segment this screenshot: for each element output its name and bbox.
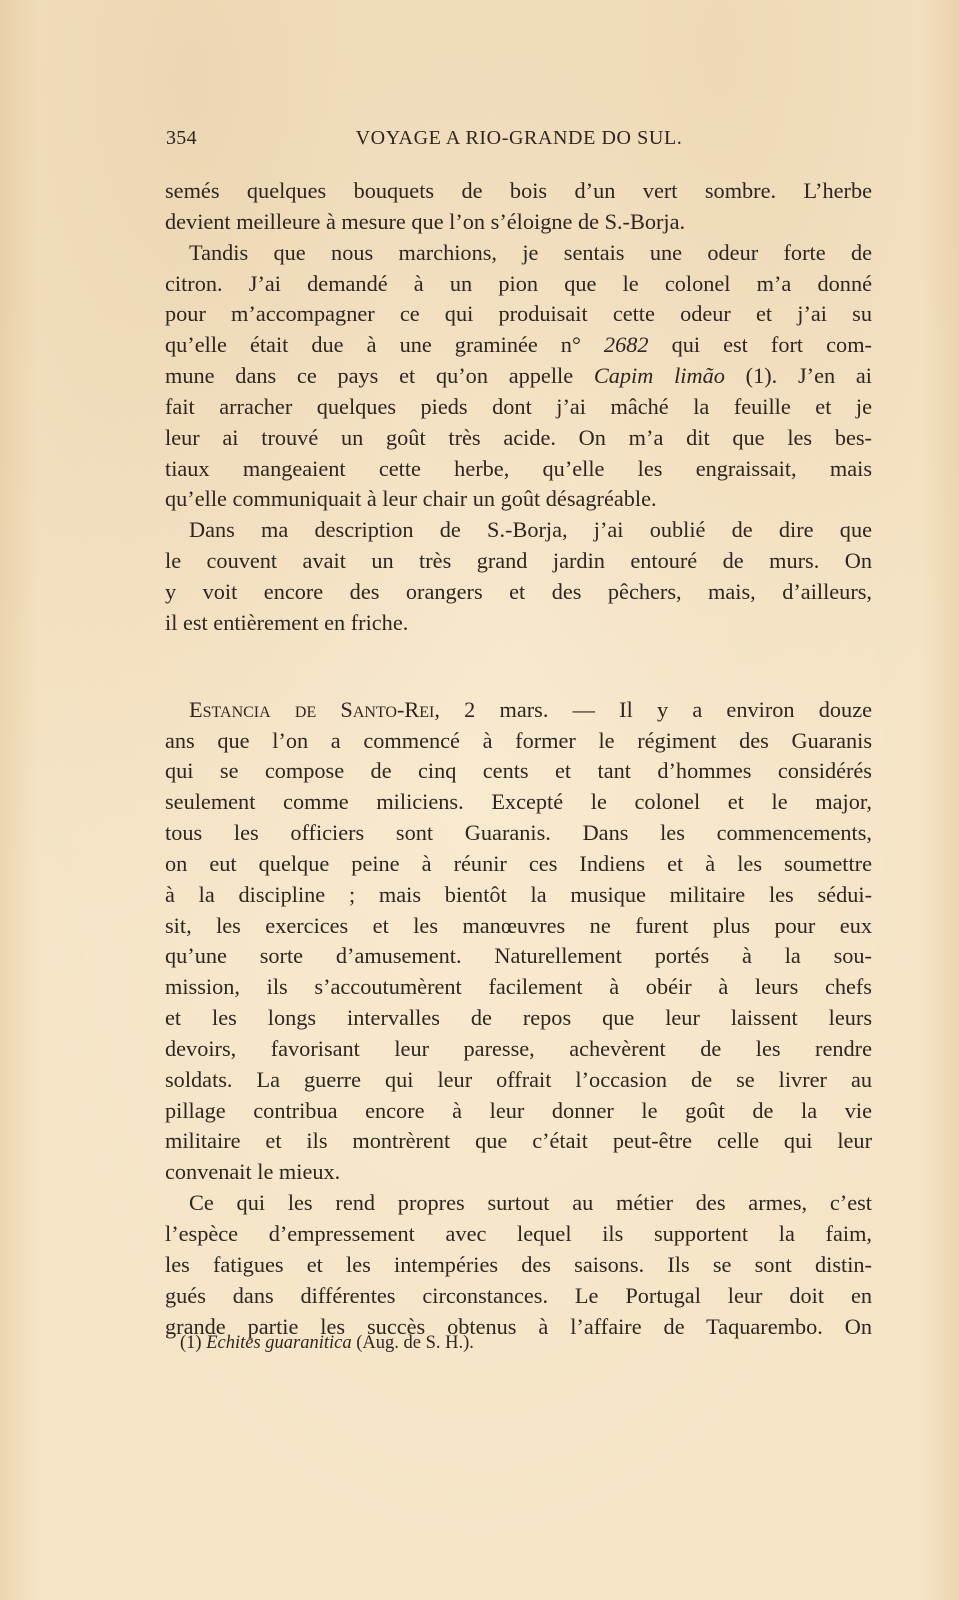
text-line: semés quelques bouquets de bois d’un vert sombre. L’herbe <box>165 178 872 203</box>
text-line: qu’une sorte d’amusement. Naturellement portés à la sou- <box>165 943 872 969</box>
plant-name: Capim limão <box>593 363 725 389</box>
text-line: tous les officiers sont Guaranis. Dans les commencements, <box>165 820 872 846</box>
text-line: à la discipline ; mais bientôt la musique militaire les sédui- <box>165 881 872 907</box>
text-fragment: qu’elle était due à une graminée n° <box>165 332 604 358</box>
text-fragment: mune dans ce pays et qu’on appelle <box>165 363 594 389</box>
text-line: convenait le mieux. <box>165 1159 341 1185</box>
text-fragment: , 2 mars. — Il y a environ douze <box>434 696 872 722</box>
text-line: pillage contribua encore à leur donner le goût de la vie <box>165 1097 872 1123</box>
text-line: fait arracher quelques pieds dont j’ai mâché la feuille et je <box>165 393 872 419</box>
text-line: citron. J’ai demandé à un pion que le colonel m’a donné <box>165 270 872 296</box>
text-line: et les longs intervalles de repos que leur laissent leurs <box>165 1005 872 1031</box>
footnote <box>180 1333 474 1354</box>
text-line: qui se compose de cinq cents et tant d’hommes considérés <box>165 758 872 784</box>
text-line: l’espèce d’empressement avec lequel ils supportent la faim, <box>165 1221 872 1246</box>
paragraph-start-line: Dans ma description de S.-Borja, j’ai oublié de dire que <box>189 517 872 543</box>
paragraph-start-line <box>165 695 872 726</box>
text-line: soldats. La guerre qui leur offrait l’occasion de se livrer au <box>165 1066 872 1092</box>
text-line <box>165 361 872 392</box>
text-line: leur ai trouvé un goût très acide. On m’a dit que les bes- <box>165 424 872 450</box>
text-line: mission, ils s’accoutumèrent facilement à obéir à leurs chefs <box>165 974 872 1000</box>
paragraph-start-line: Tandis que nous marchions, je sentais une odeur forte de <box>189 239 872 265</box>
text-fragment: qui est fort com- <box>648 332 872 358</box>
footnote-species: Echites guaranitica <box>206 1333 352 1353</box>
footnote-marker: (1) <box>180 1333 207 1353</box>
text-line: gués dans différentes circonstances. Le Portugal leur doit en <box>165 1282 872 1308</box>
text-line <box>165 330 872 361</box>
text-line: sit, les exercices et les manœuvres ne furent plus pour eux <box>165 912 872 938</box>
text-line: ans que l’on a commencé à former le régiment des Guaranis <box>165 727 872 753</box>
text-line: tiaux mangeaient cette herbe, qu’elle les engraissait, mais <box>165 455 872 481</box>
text-line: il est entièrement en friche. <box>165 609 409 635</box>
text-line: devoirs, favorisant leur paresse, achevèrent de les rendre <box>165 1035 872 1061</box>
running-title: VOYAGE A RIO-GRANDE DO SUL. <box>355 127 683 149</box>
text-line: pour m’accompagner ce qui produisait cette odeur et j’ai su <box>165 301 872 327</box>
text-line: y voit encore des orangers et des pêchers, mais, d’ailleurs, <box>165 578 872 604</box>
text-line: militaire et ils montrèrent que c’était peut-être celle qui leur <box>165 1128 872 1154</box>
specimen-number: 2682 <box>603 332 649 358</box>
footnote-reference: (1). J’en ai <box>724 363 872 389</box>
text-line: grande partie les succès obtenus à l’affaire de Taquarembo. On <box>165 1313 872 1339</box>
text-line: on eut quelque peine à réunir ces Indiens et à les soumettre <box>165 850 872 876</box>
section-gap <box>165 639 872 695</box>
text-line: le couvent avait un très grand jardin entouré de murs. On <box>165 548 872 574</box>
body-text <box>165 176 872 1342</box>
running-head <box>166 127 872 155</box>
page-number: 354 <box>166 127 197 149</box>
footnote-authority: (Aug. de S. H.). <box>351 1333 474 1353</box>
text-line: qu’elle communiquait à leur chair un goût désagréable. <box>165 486 657 512</box>
text-line: seulement comme miliciens. Excepté le colonel et le major, <box>165 789 872 815</box>
text-line: devient meilleure à mesure que l’on s’éloigne de S.-Borja. <box>165 208 686 234</box>
place-heading: Estancia de Santo-Rei <box>189 696 435 722</box>
text-line: les fatigues et les intempéries des saisons. Ils se sont distin- <box>165 1251 872 1277</box>
paragraph-start-line: Ce qui les rend propres surtout au métier des armes, c’est <box>189 1190 872 1216</box>
